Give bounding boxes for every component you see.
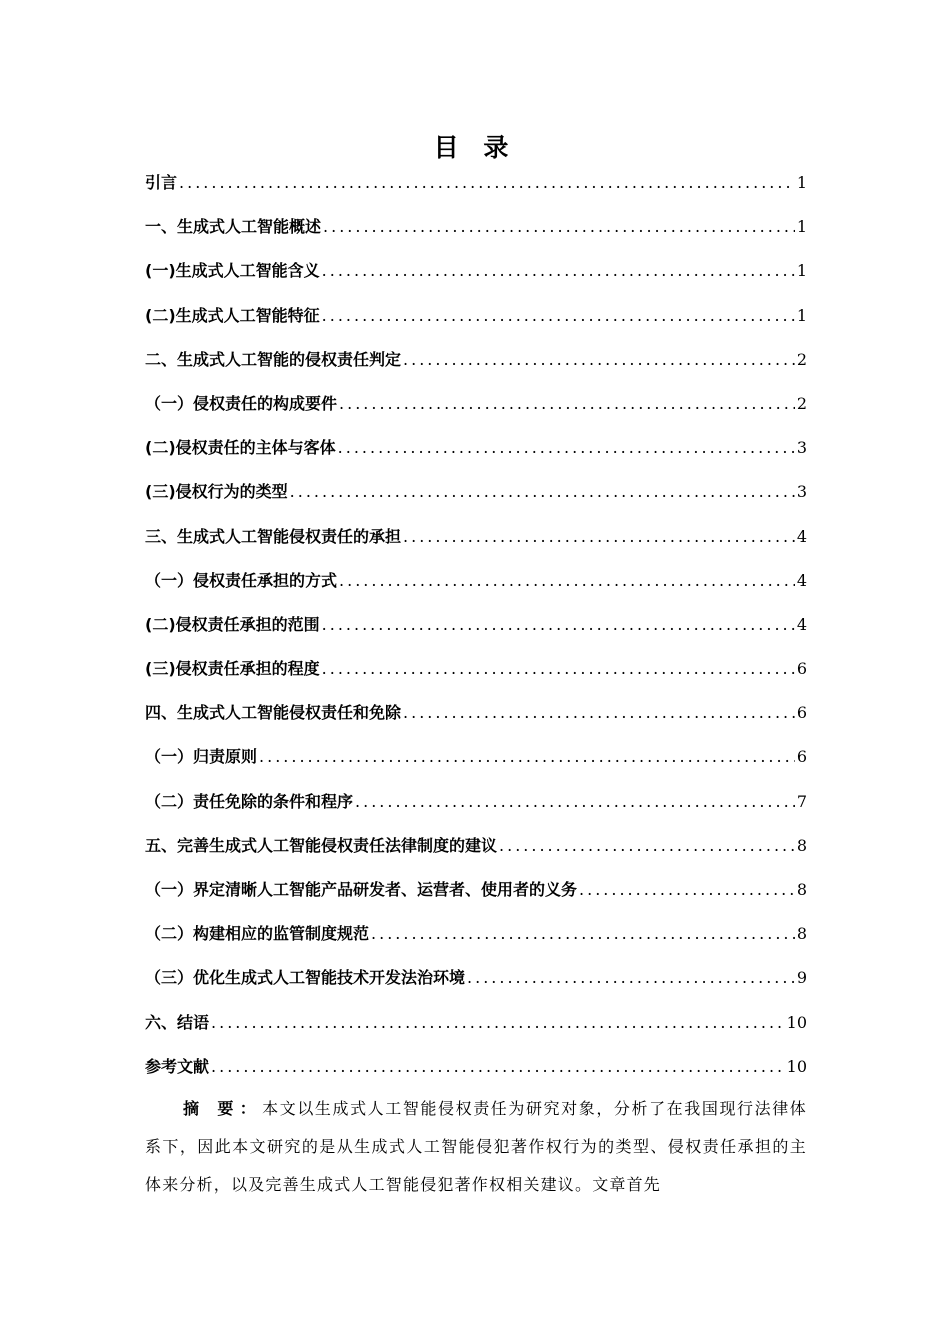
toc-entry-label: （一）归责原则 bbox=[145, 747, 258, 767]
toc-entry[interactable] bbox=[145, 833, 807, 877]
toc-entry-label: (三)侵权行为的类型 bbox=[145, 482, 288, 502]
toc-entry[interactable] bbox=[145, 789, 807, 833]
toc-entry[interactable] bbox=[145, 258, 807, 302]
toc-entry-label: 五、完善生成式人工智能侵权责任法律制度的建议 bbox=[145, 835, 498, 855]
toc-entry-page: 4 bbox=[796, 614, 807, 634]
toc-entry-page: 1 bbox=[796, 173, 807, 192]
toc-leader-dots bbox=[322, 306, 795, 325]
abstract-label: 摘 要： bbox=[183, 1099, 263, 1118]
toc-entry-label: (二)生成式人工智能特征 bbox=[145, 305, 320, 325]
toc-leader-dots bbox=[259, 747, 795, 766]
toc-leader-dots bbox=[322, 261, 795, 280]
toc-leader-dots bbox=[322, 615, 795, 634]
abstract-text: 本文以生成式人工智能侵权责任为研究对象，分析了在我国现行法律体系下，因此本文研究的是从生成式人工智能侵犯著作权行为的类型、侵权责任承担的主体来分析，以及完善生成式人工智能侵犯著作权相关建议。文章首先 bbox=[145, 1099, 808, 1194]
toc-entry-page: 7 bbox=[796, 791, 807, 811]
toc-entry-page: 6 bbox=[796, 659, 807, 679]
toc-entry-page: 1 bbox=[796, 217, 807, 237]
toc-entry-label: (二)侵权责任承担的范围 bbox=[145, 614, 320, 634]
toc-leader-dots bbox=[403, 350, 795, 369]
toc-entry[interactable] bbox=[145, 214, 807, 258]
toc-entry-page: 2 bbox=[796, 349, 807, 369]
toc-leader-dots bbox=[290, 482, 795, 501]
toc-entry-page: 6 bbox=[796, 703, 807, 723]
toc-entry-label: （一）侵权责任的构成要件 bbox=[145, 393, 338, 413]
toc-entry[interactable] bbox=[145, 568, 807, 612]
toc-entry-page: 3 bbox=[796, 438, 807, 458]
toc-entry[interactable] bbox=[145, 965, 807, 1009]
toc-entry-label: （二）构建相应的监管制度规范 bbox=[145, 924, 370, 944]
toc-entry-label: 六、结语 bbox=[145, 1012, 210, 1032]
toc-entry[interactable] bbox=[145, 877, 807, 921]
toc-entry[interactable] bbox=[145, 744, 807, 788]
toc-entry-page: 1 bbox=[796, 305, 807, 325]
toc-entry-page: 10 bbox=[786, 1012, 807, 1032]
toc-entry-label: 四、生成式人工智能侵权责任和免除 bbox=[145, 703, 402, 723]
toc-leader-dots bbox=[371, 924, 795, 943]
toc-entry[interactable] bbox=[145, 170, 807, 214]
toc-entry-label: （三）优化生成式人工智能技术开发法治环境 bbox=[145, 968, 466, 988]
toc-entry-label: 参考文献 bbox=[145, 1056, 210, 1076]
toc-entry-page: 6 bbox=[796, 747, 807, 767]
toc-entry[interactable] bbox=[145, 1010, 807, 1054]
toc-leader-dots bbox=[211, 1057, 785, 1076]
toc-entry[interactable] bbox=[145, 303, 807, 347]
toc-entry-page: 1 bbox=[796, 261, 807, 281]
toc-leader-dots bbox=[579, 880, 795, 899]
toc-leader-dots bbox=[322, 659, 795, 678]
toc-entry[interactable] bbox=[145, 347, 807, 391]
toc-entry-page: 2 bbox=[796, 393, 807, 413]
toc-leader-dots bbox=[499, 836, 795, 855]
toc-entry-label: 一、生成式人工智能概述 bbox=[145, 217, 322, 237]
toc-entry-page: 3 bbox=[796, 482, 807, 502]
toc-entry-label: (三)侵权责任承担的程度 bbox=[145, 659, 320, 679]
toc-leader-dots bbox=[179, 173, 795, 192]
toc-entry[interactable] bbox=[145, 391, 807, 435]
toc-leader-dots bbox=[211, 1013, 785, 1032]
toc-leader-dots bbox=[338, 438, 795, 457]
toc-entry-label: （一）侵权责任承担的方式 bbox=[145, 570, 338, 590]
toc-entry-page: 10 bbox=[786, 1056, 807, 1076]
toc-entry[interactable] bbox=[145, 524, 807, 568]
toc-leader-dots bbox=[355, 792, 795, 811]
table-of-contents bbox=[145, 170, 807, 1098]
toc-entry[interactable] bbox=[145, 479, 807, 523]
toc-leader-dots bbox=[403, 527, 795, 546]
toc-entry-label: 三、生成式人工智能侵权责任的承担 bbox=[145, 526, 402, 546]
toc-entry[interactable] bbox=[145, 921, 807, 965]
toc-entry[interactable] bbox=[145, 656, 807, 700]
toc-entry-page: 4 bbox=[796, 526, 807, 546]
toc-entry-label: （二）责任免除的条件和程序 bbox=[145, 791, 354, 811]
toc-leader-dots bbox=[323, 217, 795, 236]
toc-entry-label: 二、生成式人工智能的侵权责任判定 bbox=[145, 349, 402, 369]
toc-leader-dots bbox=[403, 703, 795, 722]
toc-entry-page: 9 bbox=[796, 968, 807, 988]
toc-entry-label: 引言 bbox=[145, 173, 178, 192]
toc-title: 目 录 bbox=[433, 133, 517, 162]
toc-entry-page: 8 bbox=[796, 835, 807, 855]
toc-entry[interactable] bbox=[145, 700, 807, 744]
toc-entry-page: 8 bbox=[796, 924, 807, 944]
toc-entry-label: (一)生成式人工智能含义 bbox=[145, 261, 320, 281]
toc-entry-page: 8 bbox=[796, 880, 807, 899]
toc-entry-page: 4 bbox=[796, 570, 807, 590]
toc-leader-dots bbox=[339, 571, 795, 590]
toc-leader-dots bbox=[467, 968, 795, 987]
abstract-paragraph bbox=[145, 1090, 807, 1204]
toc-entry-label: (二)侵权责任的主体与客体 bbox=[145, 438, 336, 458]
toc-entry[interactable] bbox=[145, 435, 807, 479]
toc-entry[interactable] bbox=[145, 612, 807, 656]
toc-leader-dots bbox=[339, 394, 795, 413]
toc-entry-label: （一）界定清晰人工智能产品研发者、运营者、使用者的义务 bbox=[145, 880, 578, 899]
